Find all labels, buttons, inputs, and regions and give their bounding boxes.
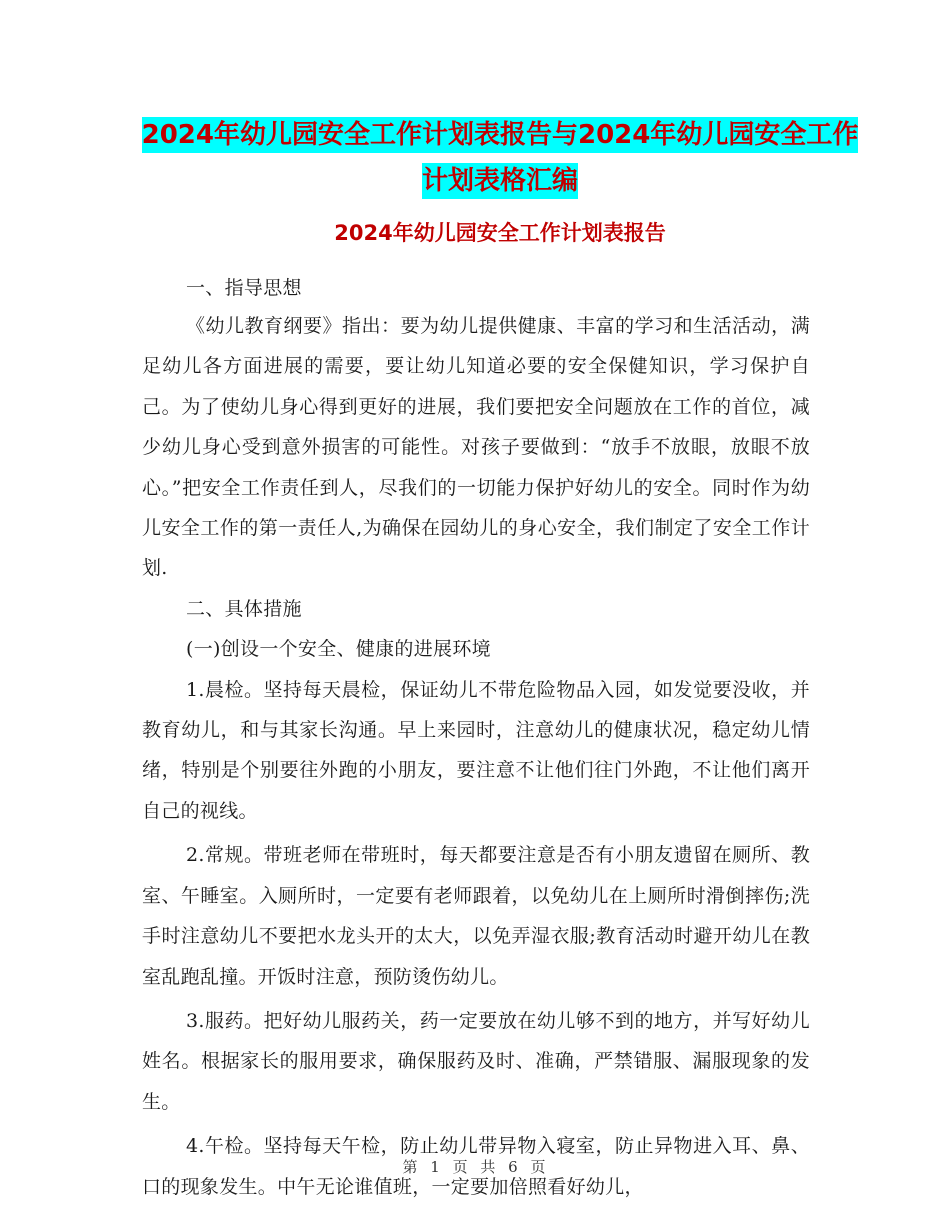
subheading-environment: (一)创设一个安全、健康的进展环境 [186,638,491,661]
document-body [142,270,810,1207]
document-title-highlight: 2024年幼儿园安全工作计划表报告与2024年幼儿园安全工作计划表格汇编 [142,117,859,199]
document-title [140,112,860,204]
paragraph-medication: 3.服药。把好幼儿服药关，药一定要放在幼儿够不到的地方，并写好幼儿姓名。根据家长的服用要求，确保服药及时、准确，严禁错服、漏服现象的发生。 [142,1009,810,1113]
paragraph-guiding-ideology: 《幼儿教育纲要》指出：要为幼儿提供健康、丰富的学习和生活活动，满足幼儿各方面进展的需要，要让幼儿知道必要的安全保健知识，学习保护自己。为了使幼儿身心得到更好的进展，我们要把安全问题放在工作的首位，减少幼儿身心受到意外损害的可能性。对孩子要做到：“放手不放眼，放眼不放心。”把安全工作责任到人，尽我们的一切能力保护好幼儿的安全。同时作为幼儿安全工作的第一责任人,为确保在园幼儿的身心安全，我们制定了安全工作计划. [142,315,810,580]
page-number: 第 1 页 共 6 页 [402,1158,548,1176]
paragraph-morning-check: 1.晨检。坚持每天晨检，保证幼儿不带危险物品入园，如发觉要没收，并教育幼儿，和与其家长沟通。早上来园时，注意幼儿的健康状况，稳定幼儿情绪，特别是个别要往外跑的小朋友，要注意不让他们往门外跑，不让他们离开自己的视线。 [142,678,810,822]
heading-specific-measures: 二、具体措施 [186,597,302,620]
heading-guiding-ideology: 一、指导思想 [186,277,302,299]
paragraph-routine: 2.常规。带班老师在带班时，每天都要注意是否有小朋友遗留在厕所、教室、午睡室。入厕所时，一定要有老师跟着，以免幼儿在上厕所时滑倒摔伤;洗手时注意幼儿不要把水龙头开的太大，以免弄湿衣服;教育活动时避开幼儿在教室乱跑乱撞。开饭时注意，预防烫伤幼儿。 [142,844,810,988]
section-title: 2024年幼儿园安全工作计划表报告 [334,221,666,245]
paragraph-noon-check: 4.午检。坚持每天午检，防止幼儿带异物入寝室，防止异物进入耳、鼻、口的现象发生。中午无论谁值班，一定要加倍照看好幼儿， [142,1135,810,1198]
